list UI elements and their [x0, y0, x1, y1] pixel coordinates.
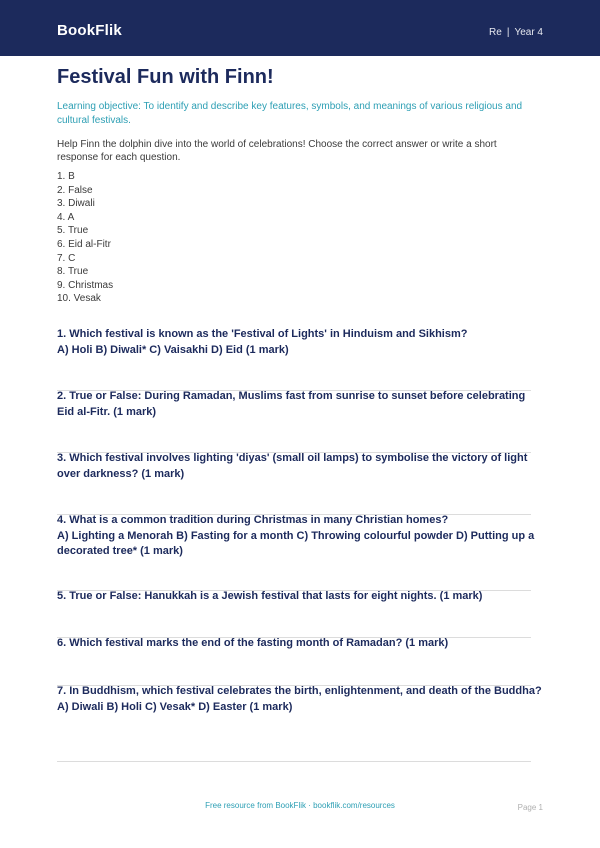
answer-item: 7. C — [57, 252, 76, 264]
question-6 — [57, 636, 543, 652]
question-7 — [57, 684, 543, 715]
answer-item: 9. Christmas — [57, 279, 114, 291]
question-prompt: 2. True or False: During Ramadan, Muslims fast from sunrise to sunset before celebrating Eid al-Fitr. (1 mark) — [57, 390, 526, 418]
question-options: A) Diwali B) Holi C) Vesak* D) Easter (1 mark) — [57, 700, 293, 713]
question-prompt: 3. Which festival involves lighting 'diyas' (small oil lamps) to symbolise the victory of light over darkness? (1 mark) — [57, 452, 528, 480]
question-2 — [57, 389, 543, 420]
page-number: Page 1 — [517, 803, 543, 812]
header-bar — [0, 0, 600, 56]
question-4 — [57, 513, 543, 560]
question-3 — [57, 451, 543, 482]
learning-objective: Learning objective: To identify and describe key features, symbols, and meanings of various religious and cultural festivals. — [57, 101, 523, 126]
question-options: A) Holi B) Diwali* C) Vaisakhi D) Eid (1 mark) — [57, 343, 289, 356]
answer-item: 10. Vesak — [57, 293, 101, 305]
subject-label: Re — [489, 27, 502, 38]
brand-logo[interactable]: BookFlik — [57, 22, 122, 39]
answer-line[interactable] — [57, 761, 531, 762]
answer-item: 5. True — [57, 225, 89, 237]
question-options: A) Lighting a Menorah B) Fasting for a month C) Throwing colourful powder D) Putting up a decorated tree* (1 mark) — [57, 529, 535, 557]
answer-item: 6. Eid al-Fitr — [57, 238, 111, 250]
intro-text: Help Finn the dolphin dive into the world of celebrations! Choose the correct answer or write a short response for each question. — [57, 139, 497, 163]
footer-resource-link[interactable]: Free resource from BookFlik · bookflik.com/resources — [205, 801, 395, 810]
year-label: Year 4 — [514, 27, 543, 38]
answer-key-list — [57, 170, 113, 306]
question-prompt: 1. Which festival is known as the 'Festival of Lights' in Hinduism and Sikhism? — [57, 328, 468, 340]
question-prompt: 6. Which festival marks the end of the fasting month of Ramadan? (1 mark) — [57, 637, 449, 649]
answer-item: 8. True — [57, 266, 89, 278]
subject-year-label — [489, 27, 543, 38]
page-title: Festival Fun with Finn! — [57, 66, 274, 88]
answer-item: 4. A — [57, 211, 75, 223]
answer-item: 2. False — [57, 184, 93, 196]
question-prompt: 4. What is a common tradition during Christmas in many Christian homes? — [57, 514, 449, 526]
answer-item: 3. Diwali — [57, 198, 95, 210]
question-prompt: 7. In Buddhism, which festival celebrates the birth, enlightenment, and death of the Buddha? — [57, 685, 542, 697]
meta-separator: | — [506, 27, 510, 38]
question-5 — [57, 589, 543, 605]
answer-item: 1. B — [57, 171, 75, 182]
question-prompt: 5. True or False: Hanukkah is a Jewish festival that lasts for eight nights. (1 mark) — [57, 590, 483, 602]
question-1 — [57, 327, 543, 358]
